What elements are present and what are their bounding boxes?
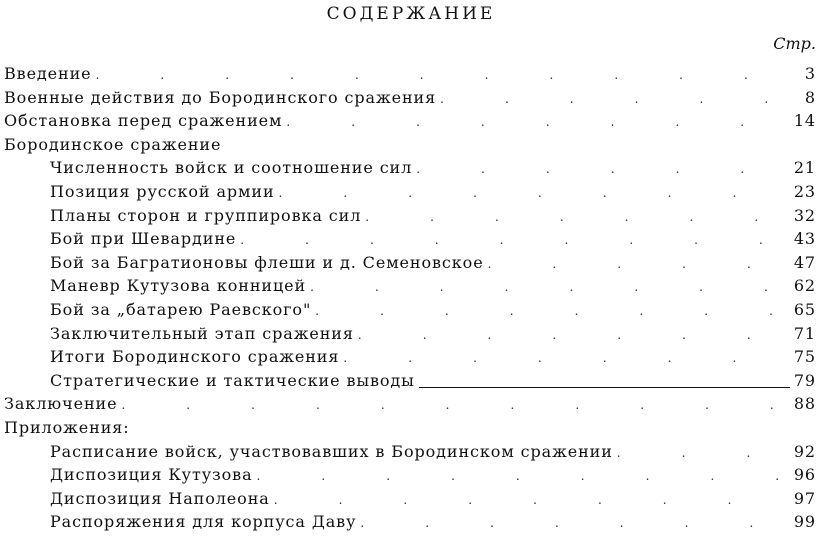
toc-leader: [416, 158, 790, 177]
toc-leader: [343, 347, 789, 366]
toc-entry-title: Стратегические и тактические выводы: [50, 370, 415, 390]
toc-entry: [0, 371, 822, 395]
toc-page-number: 75: [793, 347, 816, 367]
toc-page-number: 79: [793, 370, 816, 390]
toc-entry-title: Введение: [4, 64, 92, 83]
toc-entry-title: Итоги Бородинского сражения: [50, 347, 340, 367]
toc-leader: [257, 465, 790, 484]
toc-page-number: 88: [793, 394, 816, 414]
toc-entry-title: Заключение: [4, 394, 118, 414]
toc-entry: [0, 276, 822, 300]
toc-leader: [96, 64, 790, 83]
toc-entry: [0, 489, 822, 513]
toc-entry-title: Заключительный этап сражения: [50, 323, 354, 343]
toc-entry-title: Диспозиция Кутузова: [50, 465, 253, 485]
page-column-label: Стр.: [773, 34, 816, 53]
toc-leader: [617, 442, 790, 461]
toc-page-number: 71: [793, 323, 816, 343]
toc-page-number: 92: [793, 441, 816, 461]
toc-entry-title: Бой за „батарею Раевского": [50, 299, 312, 319]
toc-entry-title: Численность войск и соотношение сил: [50, 158, 413, 178]
toc-entry: [0, 418, 822, 442]
toc-entry: [0, 324, 822, 348]
toc-leader: [286, 111, 789, 130]
toc-leader: [315, 300, 790, 319]
toc-page-number: 14: [793, 111, 816, 131]
toc-entry-title: Диспозиция Наполеона: [50, 488, 270, 508]
toc-page-number: 96: [793, 465, 816, 485]
toc-leader: [440, 88, 790, 107]
toc-page-number: 65: [793, 299, 816, 319]
page-title: СОДЕРЖАНИЕ: [326, 4, 496, 24]
toc-entry: [0, 253, 822, 277]
toc-entry-title: Военные действия до Бородинского сражения: [4, 87, 437, 107]
toc-leader: [279, 182, 790, 201]
toc-page-number: 8: [804, 87, 816, 107]
toc-entry: [0, 182, 822, 206]
toc-entry: [0, 465, 822, 489]
toc-entry-title: Расписание войск, участвовавших в Бородинском сражении: [50, 441, 613, 461]
toc-entry: [0, 347, 822, 371]
toc-entry: [0, 111, 822, 135]
toc-entry: [0, 158, 822, 182]
toc-page-number: 3: [804, 64, 816, 83]
table-of-contents: [0, 64, 822, 536]
toc-entry-title: Бой за Багратионовы флеши и д. Семеновское: [50, 252, 484, 272]
toc-entry: [0, 88, 822, 112]
toc-entry-title: Маневр Кутузова конницей: [50, 276, 307, 296]
toc-entry-title: Обстановка перед сражением: [4, 111, 283, 131]
toc-entry: [0, 64, 822, 88]
toc-leader: [310, 276, 790, 295]
toc-leader: [488, 253, 790, 272]
toc-page-number: 23: [793, 181, 816, 201]
toc-page-number: 97: [793, 488, 816, 508]
toc-leader: [365, 206, 790, 225]
toc-entry-title: Бородинское сражение: [4, 134, 222, 154]
toc-entry-title: Планы сторон и группировка сил: [50, 205, 362, 225]
toc-page-number: 32: [793, 205, 816, 225]
toc-leader: [121, 394, 789, 413]
toc-page-number: 62: [793, 276, 816, 296]
toc-entry: [0, 206, 822, 230]
toc-entry: [0, 512, 822, 536]
toc-entry-title: Приложения:: [4, 417, 130, 437]
toc-page-number: 21: [793, 158, 816, 178]
toc-entry-title: Бой при Шевардине: [50, 229, 237, 249]
toc-entry: [0, 442, 822, 466]
toc-leader: [240, 229, 790, 248]
toc-page-number: 99: [793, 512, 816, 532]
toc-leader: [274, 489, 790, 508]
toc-entry: [0, 300, 822, 324]
toc-entry: [0, 135, 822, 159]
toc-leader: [360, 512, 789, 531]
toc-entry-title: Позиция русской армии: [50, 181, 275, 201]
toc-leader: [358, 324, 790, 343]
toc-page-number: 47: [793, 252, 816, 272]
toc-entry-title: Распоряжения для корпуса Даву: [50, 512, 357, 532]
toc-leader: [419, 386, 790, 388]
toc-entry: [0, 394, 822, 418]
toc-entry: [0, 229, 822, 253]
toc-page-number: 43: [793, 229, 816, 249]
